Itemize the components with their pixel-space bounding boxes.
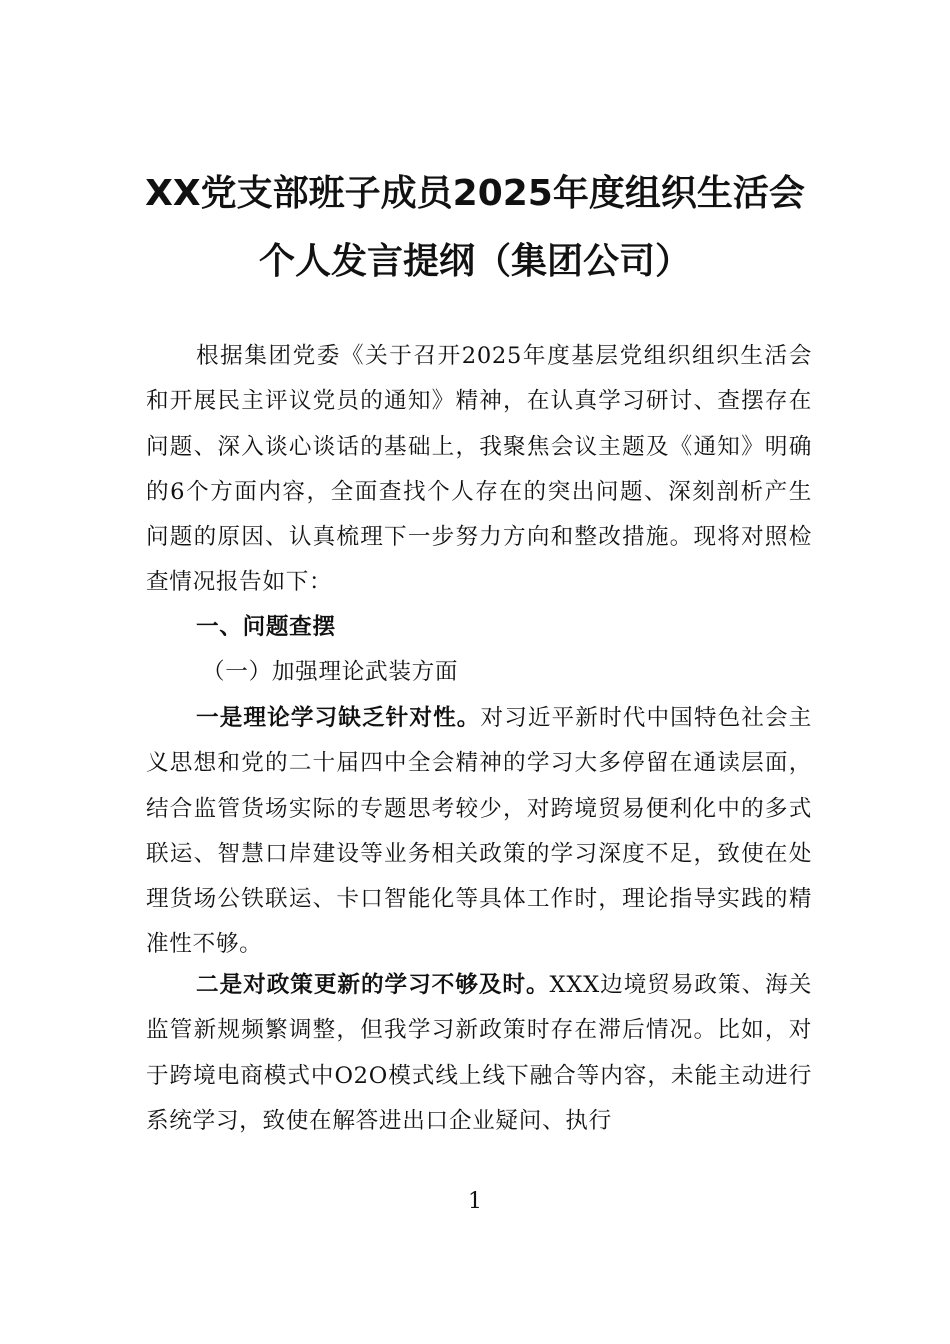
document-title-line-2: 个人发言提纲（集团公司） — [258, 241, 691, 282]
document-title-line-1: XX党支部班子成员2025年度组织生活会 — [145, 173, 805, 214]
item-1-lead: 一是理论学习缺乏针对性。 — [196, 705, 481, 731]
item-2-text: XXX边境贸易政策、海关监管新规频繁调整，但我学习新政策时存在滞后情况。比如，对于跨境电商模式中O2O模式线上线下融合等内容，未能主动进行系统学习，致使在解答进出口企业疑问、执行 — [146, 972, 813, 1134]
intro-paragraph: 根据集团党委《关于召开2025年度基层党组织组织生活会和开展民主评议党员的通知》精神，在认真学习研讨、查摆存在问题、深入谈心谈话的基础上，我聚焦会议主题及《通知》明确的6个方面内容，全面查找个人存在的突出问题、深刻剖析产生问题的原因、认真梳理下一步努力方向和整改措施。现将对照检查情况报告如下： — [146, 343, 812, 596]
item-paragraph-2 — [146, 963, 812, 1144]
item-2-lead: 二是对政策更新的学习不够及时。 — [196, 972, 550, 998]
section-heading: 一、问题查摆 — [196, 614, 336, 640]
subsection-heading: （一）加强理论武装方面 — [202, 659, 459, 685]
item-paragraph-1 — [146, 696, 812, 968]
page-number: 1 — [468, 1189, 482, 1214]
item-1-text: 对习近平新时代中国特色社会主义思想和党的二十届四中全会精神的学习大多停留在通读层面，结合监管货场实际的专题思考较少，对跨境贸易便利化中的多式联运、智慧口岸建设等业务相关政策的学习深度不足，致使在处理货场公铁联运、卡口智能化等具体工作时，理论指导实践的精准性不够。 — [146, 705, 812, 958]
